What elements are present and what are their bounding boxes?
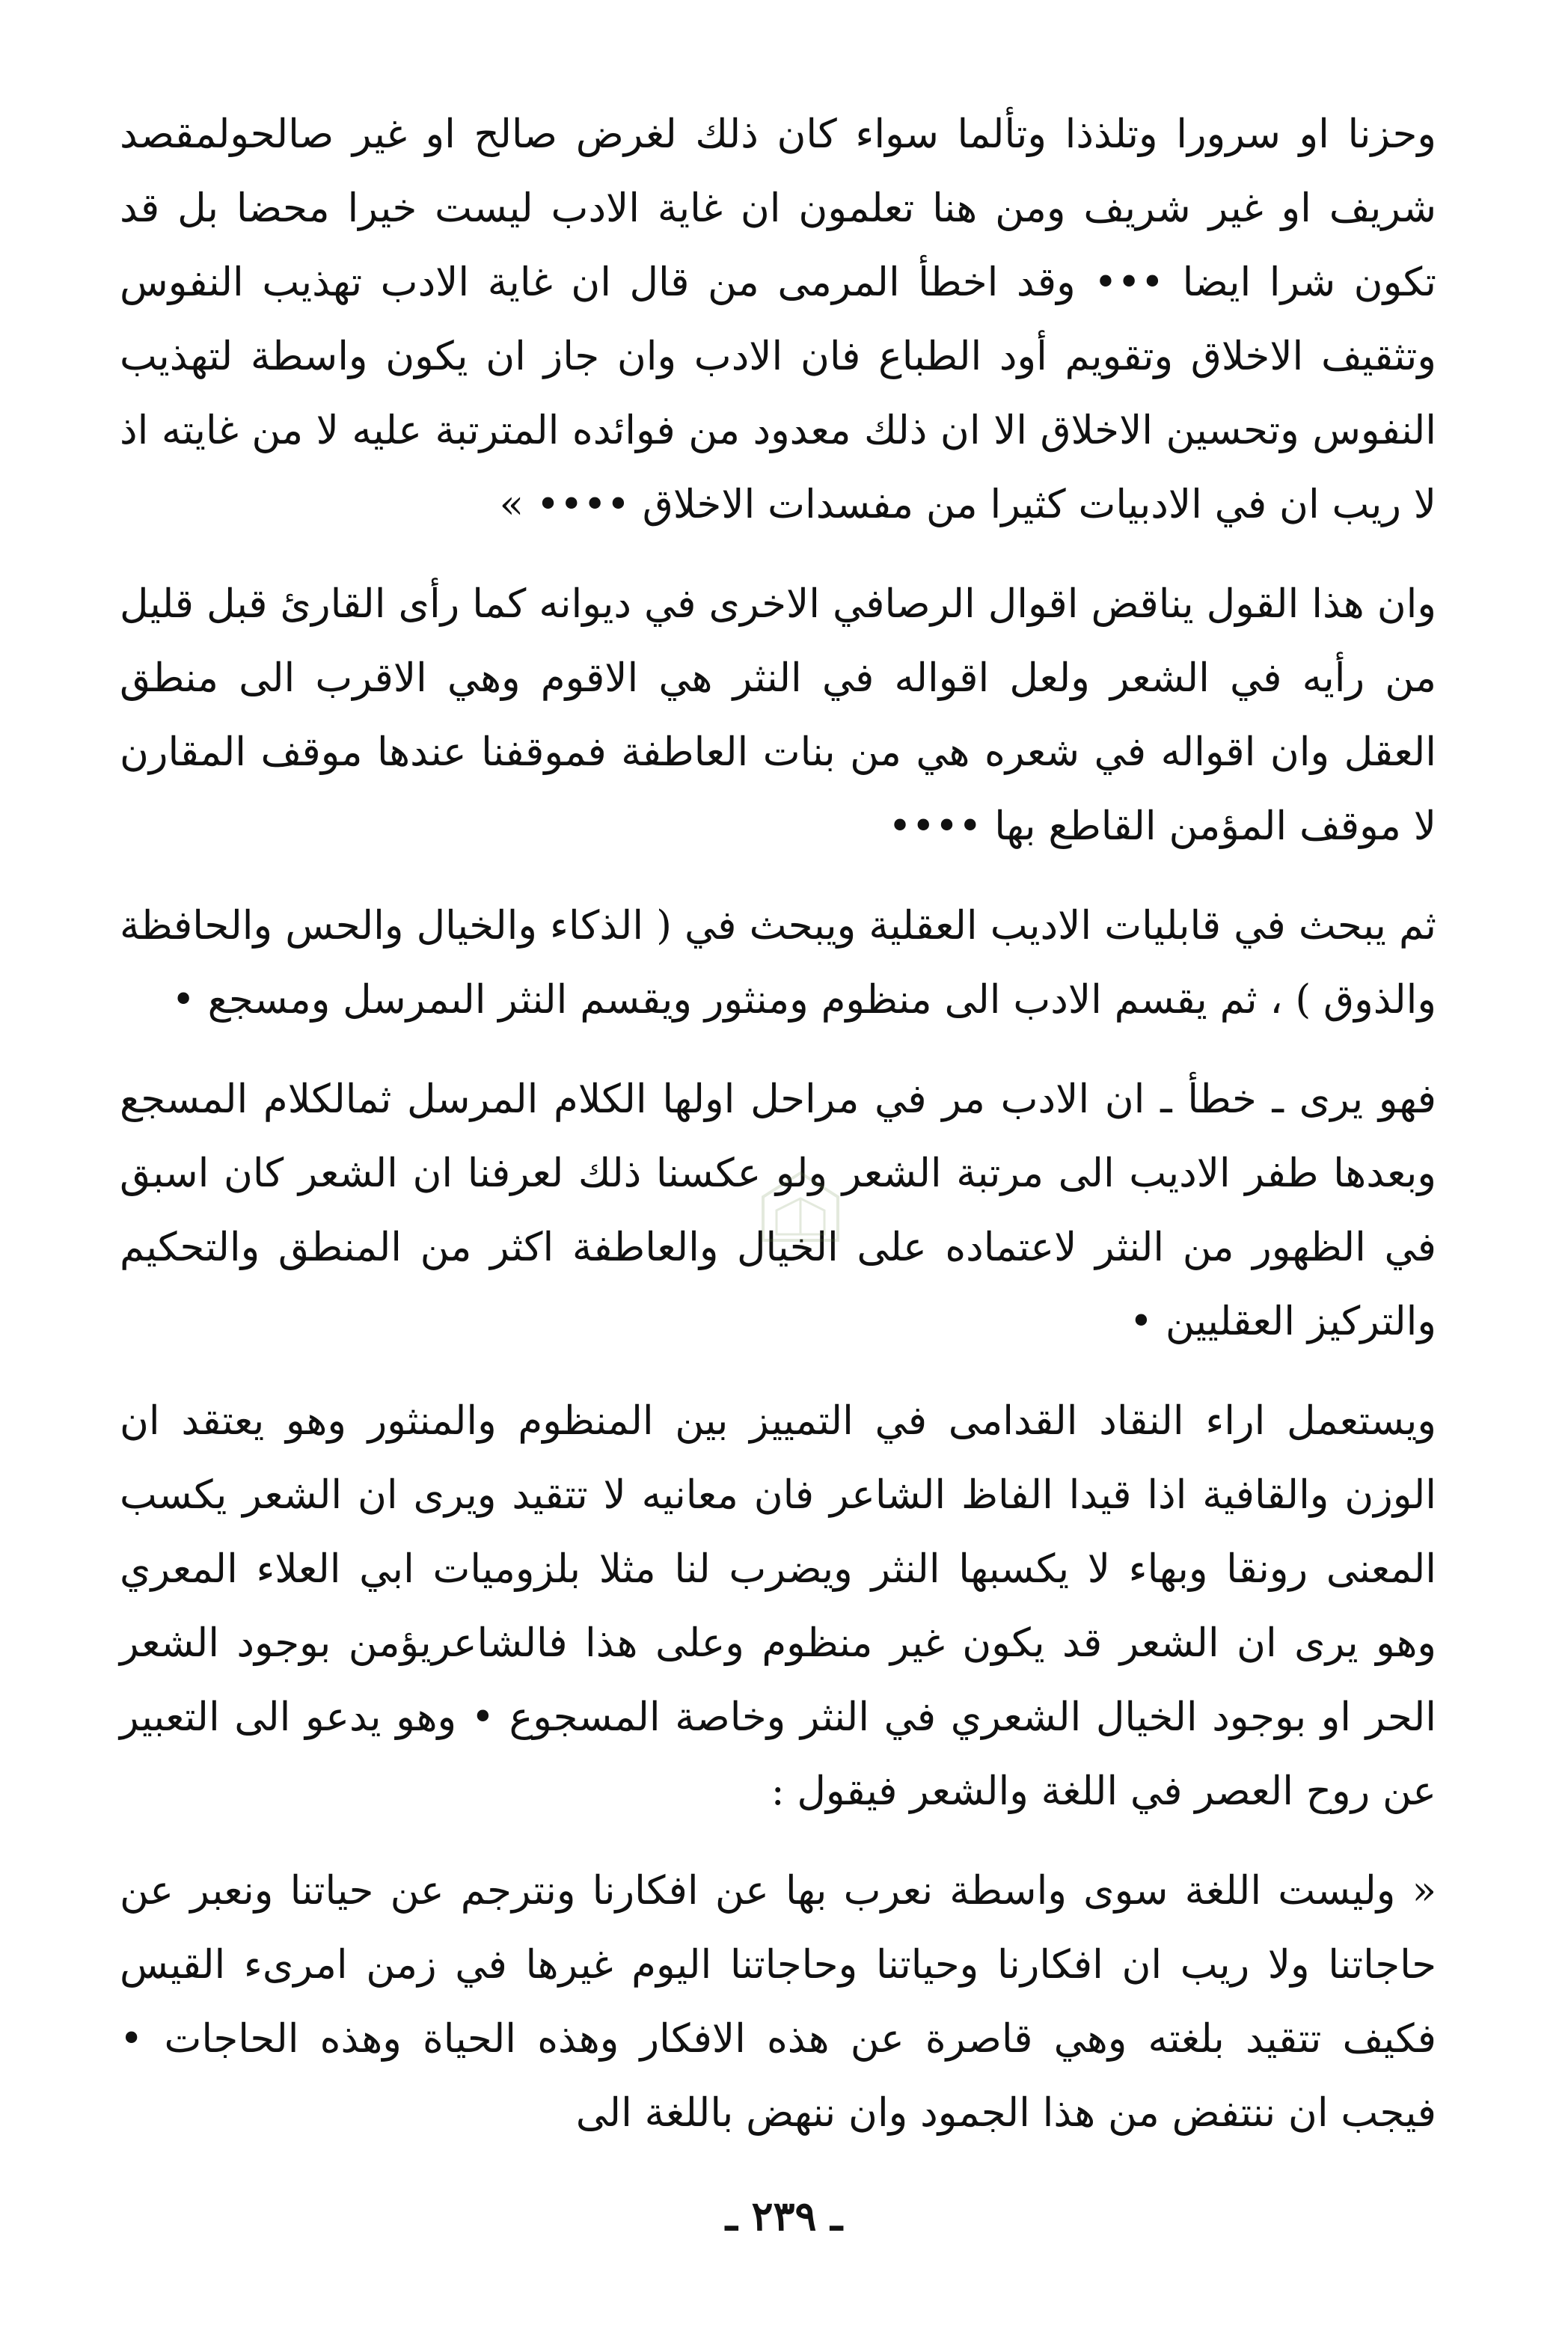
- library-stamp-watermark: [748, 1167, 853, 1249]
- page-number: ـ ٢٣٩ ـ: [725, 2192, 843, 2240]
- paragraph-3: ثم يبحث في قابليات الاديب العقلية ويبحث في ( الذكاء والخيال والحس والحافظة والذوق ) ، ثم يقسم الادب الى منظوم ومنثور ويقسم النثر الىمرسل ومسجع •: [120, 903, 1436, 1023]
- paragraph-2: وان هذا القول يناقض اقوال الرصافي الاخرى في ديوانه كما رأى القارئ قبل قليل من رأيه في الشعر ولعل اقواله في النثر هي الاقوم وهي الاقرب الى منطق العقل وان اقواله في شعره هي من بنات العاطفة فموقفنا عندها موقف المقارن لا موقف المؤمن القاطع بها ••••: [120, 581, 1436, 849]
- paragraph-4: فهو يرى ـ خطأ ـ ان الادب مر في مراحل اولها الكلام المرسل ثمالكلام المسجع وبعدها طفر الاديب الى مرتبة الشعر ولو عكسنا ذلك لعرفنا ان الشعر كان اسبق في الظهور من النثر لاعتماده على الخيال والعاطفة اكثر من المنطق والتحكيم والتركيز العقليين •: [120, 1076, 1436, 1344]
- paragraph-1: وحزنا او سرورا وتلذذا وتألما سواء كان ذلك لغرض صالح او غير صالحولمقصد شريف او غير شريف ومن هنا تعلمون ان غاية الادب ليست خيرا محضا بل قد تكون شرا ايضا ••• وقد اخطأ المرمى من قال ان غاية الادب تهذيب النفوس وتثقيف الاخلاق وتقويم أود الطباع فان الادب وان جاز ان يكون واسطة لتهذيب النفوس وتحسين الاخلاق الا ان ذلك معدود من فوائده المترتبة عليه لا من غايته اذ لا ريب ان في الادبيات كثيرا من مفسدات الاخلاق •••• »: [120, 111, 1436, 527]
- body-text: [120, 97, 1436, 2175]
- paragraph-5: ويستعمل اراء النقاد القدامى في التمييز بين المنظوم والمنثور وهو يعتقد ان الوزن والقافية اذا قيدا الفاظ الشاعر فان معانيه لا تتقيد ويرى ان الشعر يكسب المعنى رونقا وبهاء لا يكسبها النثر ويضرب لنا مثلا بلزوميات ابي العلاء المعري وهو يرى ان الشعر قد يكون غير منظوم وعلى هذا فالشاعريؤمن بوجود الشعر الحر او بوجود الخيال الشعري في النثر وخاصة المسجوع • وهو يدعو الى التعبير عن روح العصر في اللغة والشعر فيقول :: [120, 1398, 1436, 1814]
- paragraph-6: « وليست اللغة سوى واسطة نعرب بها عن افكارنا ونترجم عن حياتنا ونعبر عن حاجاتنا ولا ريب ان افكارنا وحياتنا وحاجاتنا اليوم غيرها في زمن امرىء القيس فكيف تتقيد بلغته وهي قاصرة عن هذه الافكار وهذه الحياة وهذه الحاجات • فيجب ان ننتفض من هذا الجمود وان ننهض باللغة الى: [120, 1868, 1436, 2136]
